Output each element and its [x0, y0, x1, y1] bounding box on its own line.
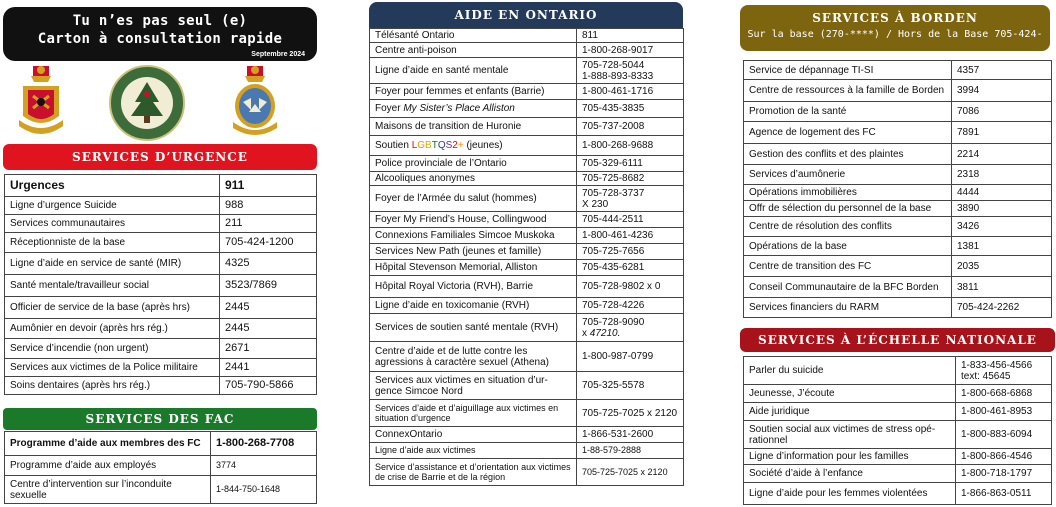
table-row	[370, 136, 684, 156]
table-row	[744, 465, 1052, 483]
ontario-number-line2: X 230	[582, 198, 609, 210]
urgence-number[interactable]: 211	[220, 215, 317, 233]
ontario-number[interactable]: 1-800-461-4236	[577, 228, 684, 244]
urgence-label: Officier de service de la base (après hrs)	[5, 297, 220, 319]
rainbow-letter: B	[425, 140, 432, 151]
urgence-table	[4, 174, 317, 395]
table-row	[370, 260, 684, 276]
table-row	[5, 175, 317, 197]
borden-banner	[740, 5, 1050, 51]
urgence-number[interactable]: 2671	[220, 339, 317, 359]
table-row	[5, 456, 317, 476]
borden-label: Offr de sélection du personnel de la base	[744, 201, 952, 217]
table-row	[5, 476, 317, 504]
nationale-number[interactable]: 1-800-866-4546	[956, 449, 1052, 465]
table-row	[370, 43, 684, 58]
borden-number[interactable]: 3426	[952, 217, 1052, 237]
urgence-label: Santé mentale/travailleur social	[5, 275, 220, 297]
table-row	[370, 276, 684, 298]
ontario-table	[369, 28, 684, 486]
ontario-label-prefix: Foyer	[375, 103, 404, 114]
table-row	[5, 275, 317, 297]
nationale-banner	[740, 328, 1055, 352]
ontario-number[interactable]: 705-728-4226	[577, 298, 684, 314]
ontario-label: Services de soutien santé mentale (RVH)	[370, 314, 577, 342]
ontario-label: Foyer de l’Armée du salut (hommes)	[370, 186, 577, 212]
ontario-number[interactable]: 705-737-2008	[577, 118, 684, 136]
nationale-number-line1: 1-833-456-4566	[961, 359, 1033, 371]
borden-label: Promotion de la santé	[744, 102, 952, 122]
borden-table	[743, 60, 1052, 318]
borden-number[interactable]: 2214	[952, 144, 1052, 165]
borden-number[interactable]: 3994	[952, 80, 1052, 102]
nationale-number-line2: text: 45645	[961, 370, 1011, 382]
rainbow-letter: L	[411, 140, 418, 151]
table-row	[744, 256, 1052, 277]
table-row	[370, 342, 684, 372]
ontario-number[interactable]: 705-725-7025 x 2120	[577, 459, 684, 486]
ontario-number[interactable]: 705-435-3835	[577, 100, 684, 118]
urgence-title: SERVICES D’URGENCE	[72, 150, 248, 164]
borden-label: Opérations immobilières	[744, 185, 952, 201]
table-row	[744, 185, 1052, 201]
table-row	[370, 212, 684, 228]
fac-banner	[3, 408, 317, 430]
ontario-number[interactable]	[577, 314, 684, 342]
nationale-number[interactable]: 1-800-883-6094	[956, 421, 1052, 449]
borden-label: Services d’aumônerie	[744, 165, 952, 185]
table-row	[744, 421, 1052, 449]
ontario-number[interactable]: 705-329-6111	[577, 156, 684, 172]
rainbow-letter: T	[431, 140, 438, 151]
header-date: Septembre 2024	[251, 51, 305, 58]
table-row	[744, 201, 1052, 217]
ontario-number[interactable]: 705-325-5578	[577, 372, 684, 400]
nationale-title: SERVICES À L’ÉCHELLE NATIONALE	[758, 333, 1037, 347]
nationale-label: Jeunesse, J’écoute	[744, 385, 956, 403]
nationale-number[interactable]: 1-800-668-6868	[956, 385, 1052, 403]
nationale-label: Société d’aide à l’enfance	[744, 465, 956, 483]
ontario-number-line2	[582, 328, 678, 339]
ontario-label: Police provinciale de l’Ontario	[370, 156, 577, 172]
table-row	[744, 237, 1052, 256]
table-row	[370, 372, 684, 400]
borden-subtitle: Sur la base (270-****) / Hors de la Base 705-424-	[747, 29, 1043, 40]
fac-number[interactable]: 1-800-268-7708	[211, 432, 317, 456]
ontario-number[interactable]: 705-728-9802 x 0	[577, 276, 684, 298]
ontario-number[interactable]: 705-725-7656	[577, 244, 684, 260]
table-row	[5, 359, 317, 377]
ontario-number-line1: 705-728-3737	[582, 187, 645, 199]
table-row	[5, 339, 317, 359]
borden-number[interactable]: 4357	[952, 61, 1052, 80]
table-row	[744, 61, 1052, 80]
logos-row	[3, 64, 317, 142]
urgence-label: Services aux victimes de la Police militaire	[5, 359, 220, 377]
ontario-number-line1: 705-728-5044	[582, 59, 645, 71]
table-row	[744, 144, 1052, 165]
table-row	[744, 122, 1052, 144]
ontario-banner	[369, 2, 683, 28]
ontario-number[interactable]: 705-725-8682	[577, 172, 684, 186]
table-row	[744, 483, 1052, 505]
table-row	[744, 277, 1052, 298]
nationale-label: Aide juridique	[744, 403, 956, 421]
ontario-label: Centre anti-poison	[370, 43, 577, 58]
nationale-number[interactable]	[956, 357, 1052, 385]
urgence-label: Service d’incendie (non urgent)	[5, 339, 220, 359]
header-line1: Tu n’es pas seul (e)	[72, 13, 248, 29]
table-row	[370, 58, 684, 84]
table-row	[370, 443, 684, 459]
borden-label: Conseil Communautaire de la BFC Borden	[744, 277, 952, 298]
fac-number[interactable]: 3774	[211, 456, 317, 476]
table-row	[5, 197, 317, 215]
ontario-label: Foyer My Friend’s House, Collingwood	[370, 212, 577, 228]
table-row	[370, 29, 684, 43]
lgbtqs-rainbow-text	[412, 140, 464, 151]
table-row	[5, 215, 317, 233]
urgence-number[interactable]: 4325	[220, 253, 317, 275]
fac-label: Programme d’aide aux employés	[5, 456, 211, 476]
borden-label: Centre de ressources à la famille de Borden	[744, 80, 952, 102]
urgence-label: Ligne d’urgence Suicide	[5, 197, 220, 215]
table-row	[370, 298, 684, 314]
nationale-label: Soutien social aux victimes de stress opé-rationnel	[744, 421, 956, 449]
ontario-number[interactable]	[577, 186, 684, 212]
borden-number[interactable]: 2035	[952, 256, 1052, 277]
urgence-number[interactable]: 2445	[220, 319, 317, 339]
ontario-label: Foyer pour femmes et enfants (Barrie)	[370, 84, 577, 100]
table-row	[370, 459, 684, 486]
borden-number[interactable]: 3890	[952, 201, 1052, 217]
ontario-label: Service d’assistance et d’orientation aux victimes de crise de Barrie et de la région	[370, 459, 577, 486]
table-row	[370, 244, 684, 260]
urgence-number[interactable]: 705-790-5866	[220, 377, 317, 395]
ontario-label: Connexions Familiales Simcoe Muskoka	[370, 228, 577, 244]
ontario-label: ConnexOntario	[370, 427, 577, 443]
urgence-number[interactable]: 2441	[220, 359, 317, 377]
borden-label: Opérations de la base	[744, 237, 952, 256]
ontario-label: Hôpital Royal Victoria (RVH), Barrie	[370, 276, 577, 298]
table-row	[5, 297, 317, 319]
table-row	[370, 400, 684, 427]
ontario-number[interactable]	[577, 58, 684, 84]
ontario-label: Maisons de transition de Huronie	[370, 118, 577, 136]
borden-label: Agence de logement des FC	[744, 122, 952, 144]
ontario-label-italic: My Sister’s Place Alliston	[403, 103, 515, 114]
table-row	[370, 156, 684, 172]
urgence-label: Urgences	[5, 175, 220, 197]
fac-table	[4, 431, 317, 504]
table-row	[5, 253, 317, 275]
table-row	[744, 357, 1052, 385]
ontario-number[interactable]: 1-88-579-2888	[577, 443, 684, 459]
ontario-number[interactable]: 1-800-987-0799	[577, 342, 684, 372]
urgence-number[interactable]: 2445	[220, 297, 317, 319]
rainbow-letter: 2	[452, 140, 458, 151]
fac-label: Centre d’intervention sur l’inconduite sexuelle	[5, 476, 211, 504]
ontario-label	[370, 136, 577, 156]
ontario-number[interactable]: 705-435-6281	[577, 260, 684, 276]
borden-label: Gestion des conflits et des plaintes	[744, 144, 952, 165]
fac-title: SERVICES DES FAC	[85, 412, 235, 426]
rainbow-letter: G	[417, 140, 426, 151]
nationale-label: Ligne d’aide pour les femmes violentées	[744, 483, 956, 505]
borden-number[interactable]: 4444	[952, 185, 1052, 201]
ontario-number-prefix: x	[582, 327, 590, 339]
ontario-label	[370, 100, 577, 118]
table-row	[370, 186, 684, 212]
borden-number[interactable]: 2318	[952, 165, 1052, 185]
ontario-number[interactable]: 1-800-268-9017	[577, 43, 684, 58]
ontario-label: Alcooliques anonymes	[370, 172, 577, 186]
urgence-number[interactable]: 705-424-1200	[220, 233, 317, 253]
urgence-label: Services communautaires	[5, 215, 220, 233]
borden-label: Centre de résolution des conflits	[744, 217, 952, 237]
header-box	[3, 7, 317, 61]
urgence-label: Réceptionniste de la base	[5, 233, 220, 253]
ontario-number[interactable]: 705-444-2511	[577, 212, 684, 228]
nationale-label: Parler du suicide	[744, 357, 956, 385]
ontario-number-line1: 705-728-9090	[582, 316, 645, 328]
urgence-label: Aumônier en devoir (après hrs rég.)	[5, 319, 220, 339]
table-row	[744, 80, 1052, 102]
ontario-label: Services d’aide et d’aiguillage aux victimes en situation d’urgence	[370, 400, 577, 427]
support-agencies-badge-icon	[107, 64, 187, 142]
urgence-label: Soins dentaires (après hrs rég.)	[5, 377, 220, 395]
borden-number[interactable]: 7086	[952, 102, 1052, 122]
table-row	[744, 385, 1052, 403]
ontario-label: Centre d’aide et de lutte contre les agressions à caractère sexuel (Athena)	[370, 342, 577, 372]
ontario-label: Ligne d’aide aux victimes	[370, 443, 577, 459]
table-row	[5, 319, 317, 339]
table-row	[744, 217, 1052, 237]
ontario-label-prefix: Soutien	[375, 140, 412, 151]
fac-number[interactable]: 1-844-750-1648	[211, 476, 317, 504]
table-row	[744, 403, 1052, 421]
table-row	[370, 314, 684, 342]
ontario-number[interactable]: 1-800-268-9688	[577, 136, 684, 156]
table-row	[370, 172, 684, 186]
table-row	[5, 432, 317, 456]
ontario-number[interactable]: 705-725-7025 x 2120	[577, 400, 684, 427]
ontario-number-line2: 1-888-893-8333	[582, 70, 654, 82]
urgence-number[interactable]: 3523/7869	[220, 275, 317, 297]
army-crest-icon	[15, 64, 67, 138]
borden-number[interactable]: 3811	[952, 277, 1052, 298]
table-row	[744, 102, 1052, 122]
table-row	[370, 427, 684, 443]
ontario-number[interactable]: 811	[577, 29, 684, 43]
table-row	[5, 233, 317, 253]
borden-label: Centre de transition des FC	[744, 256, 952, 277]
fac-label: Programme d’aide aux membres des FC	[5, 432, 211, 456]
ontario-number[interactable]: 1-866-531-2600	[577, 427, 684, 443]
urgence-number[interactable]: 988	[220, 197, 317, 215]
borden-label: Service de dépannage TI-SI	[744, 61, 952, 80]
nationale-table	[743, 356, 1052, 505]
rainbow-letter: +	[457, 140, 464, 151]
borden-title: SERVICES À BORDEN	[812, 11, 978, 25]
nationale-number[interactable]: 1-800-718-1797	[956, 465, 1052, 483]
ontario-title: AIDE EN ONTARIO	[454, 8, 598, 22]
table-row	[370, 100, 684, 118]
table-row	[370, 118, 684, 136]
ontario-label: Ligne d’aide en toxicomanie (RVH)	[370, 298, 577, 314]
nationale-number[interactable]: 1-800-461-8953	[956, 403, 1052, 421]
nationale-number[interactable]: 1-866-863-0511	[956, 483, 1052, 505]
rainbow-letter: Q	[437, 140, 446, 151]
table-row	[370, 228, 684, 244]
header-line2: Carton à consultation rapide	[37, 31, 283, 47]
table-row	[5, 377, 317, 395]
ontario-label: Services New Path (jeunes et famille)	[370, 244, 577, 260]
table-row	[370, 84, 684, 100]
ontario-label: Services aux victimes en situation d’ur-gence Simcoe Nord	[370, 372, 577, 400]
urgence-label: Ligne d’aide en service de santé (MIR)	[5, 253, 220, 275]
ontario-label: Hôpital Stevenson Memorial, Alliston	[370, 260, 577, 276]
borden-number[interactable]: 7891	[952, 122, 1052, 144]
borden-number[interactable]: 705-424-2262	[952, 298, 1052, 318]
rainbow-letter: S	[445, 140, 453, 151]
table-row	[744, 165, 1052, 185]
borden-number[interactable]: 1381	[952, 237, 1052, 256]
nationale-label: Ligne d’information pour les familles	[744, 449, 956, 465]
rcaf-crest-icon	[229, 64, 281, 138]
ontario-number[interactable]: 1-800-461-1716	[577, 84, 684, 100]
borden-label: Services financiers du RARM	[744, 298, 952, 318]
ontario-label: Télésanté Ontario	[370, 29, 577, 43]
ontario-label-suffix: (jeunes)	[463, 140, 503, 151]
ontario-label: Ligne d’aide en santé mentale	[370, 58, 577, 84]
table-row	[744, 449, 1052, 465]
table-row	[744, 298, 1052, 318]
urgence-number[interactable]: 911	[220, 175, 317, 197]
ontario-number-ext: 47210.	[589, 327, 621, 339]
urgence-banner	[3, 144, 317, 170]
